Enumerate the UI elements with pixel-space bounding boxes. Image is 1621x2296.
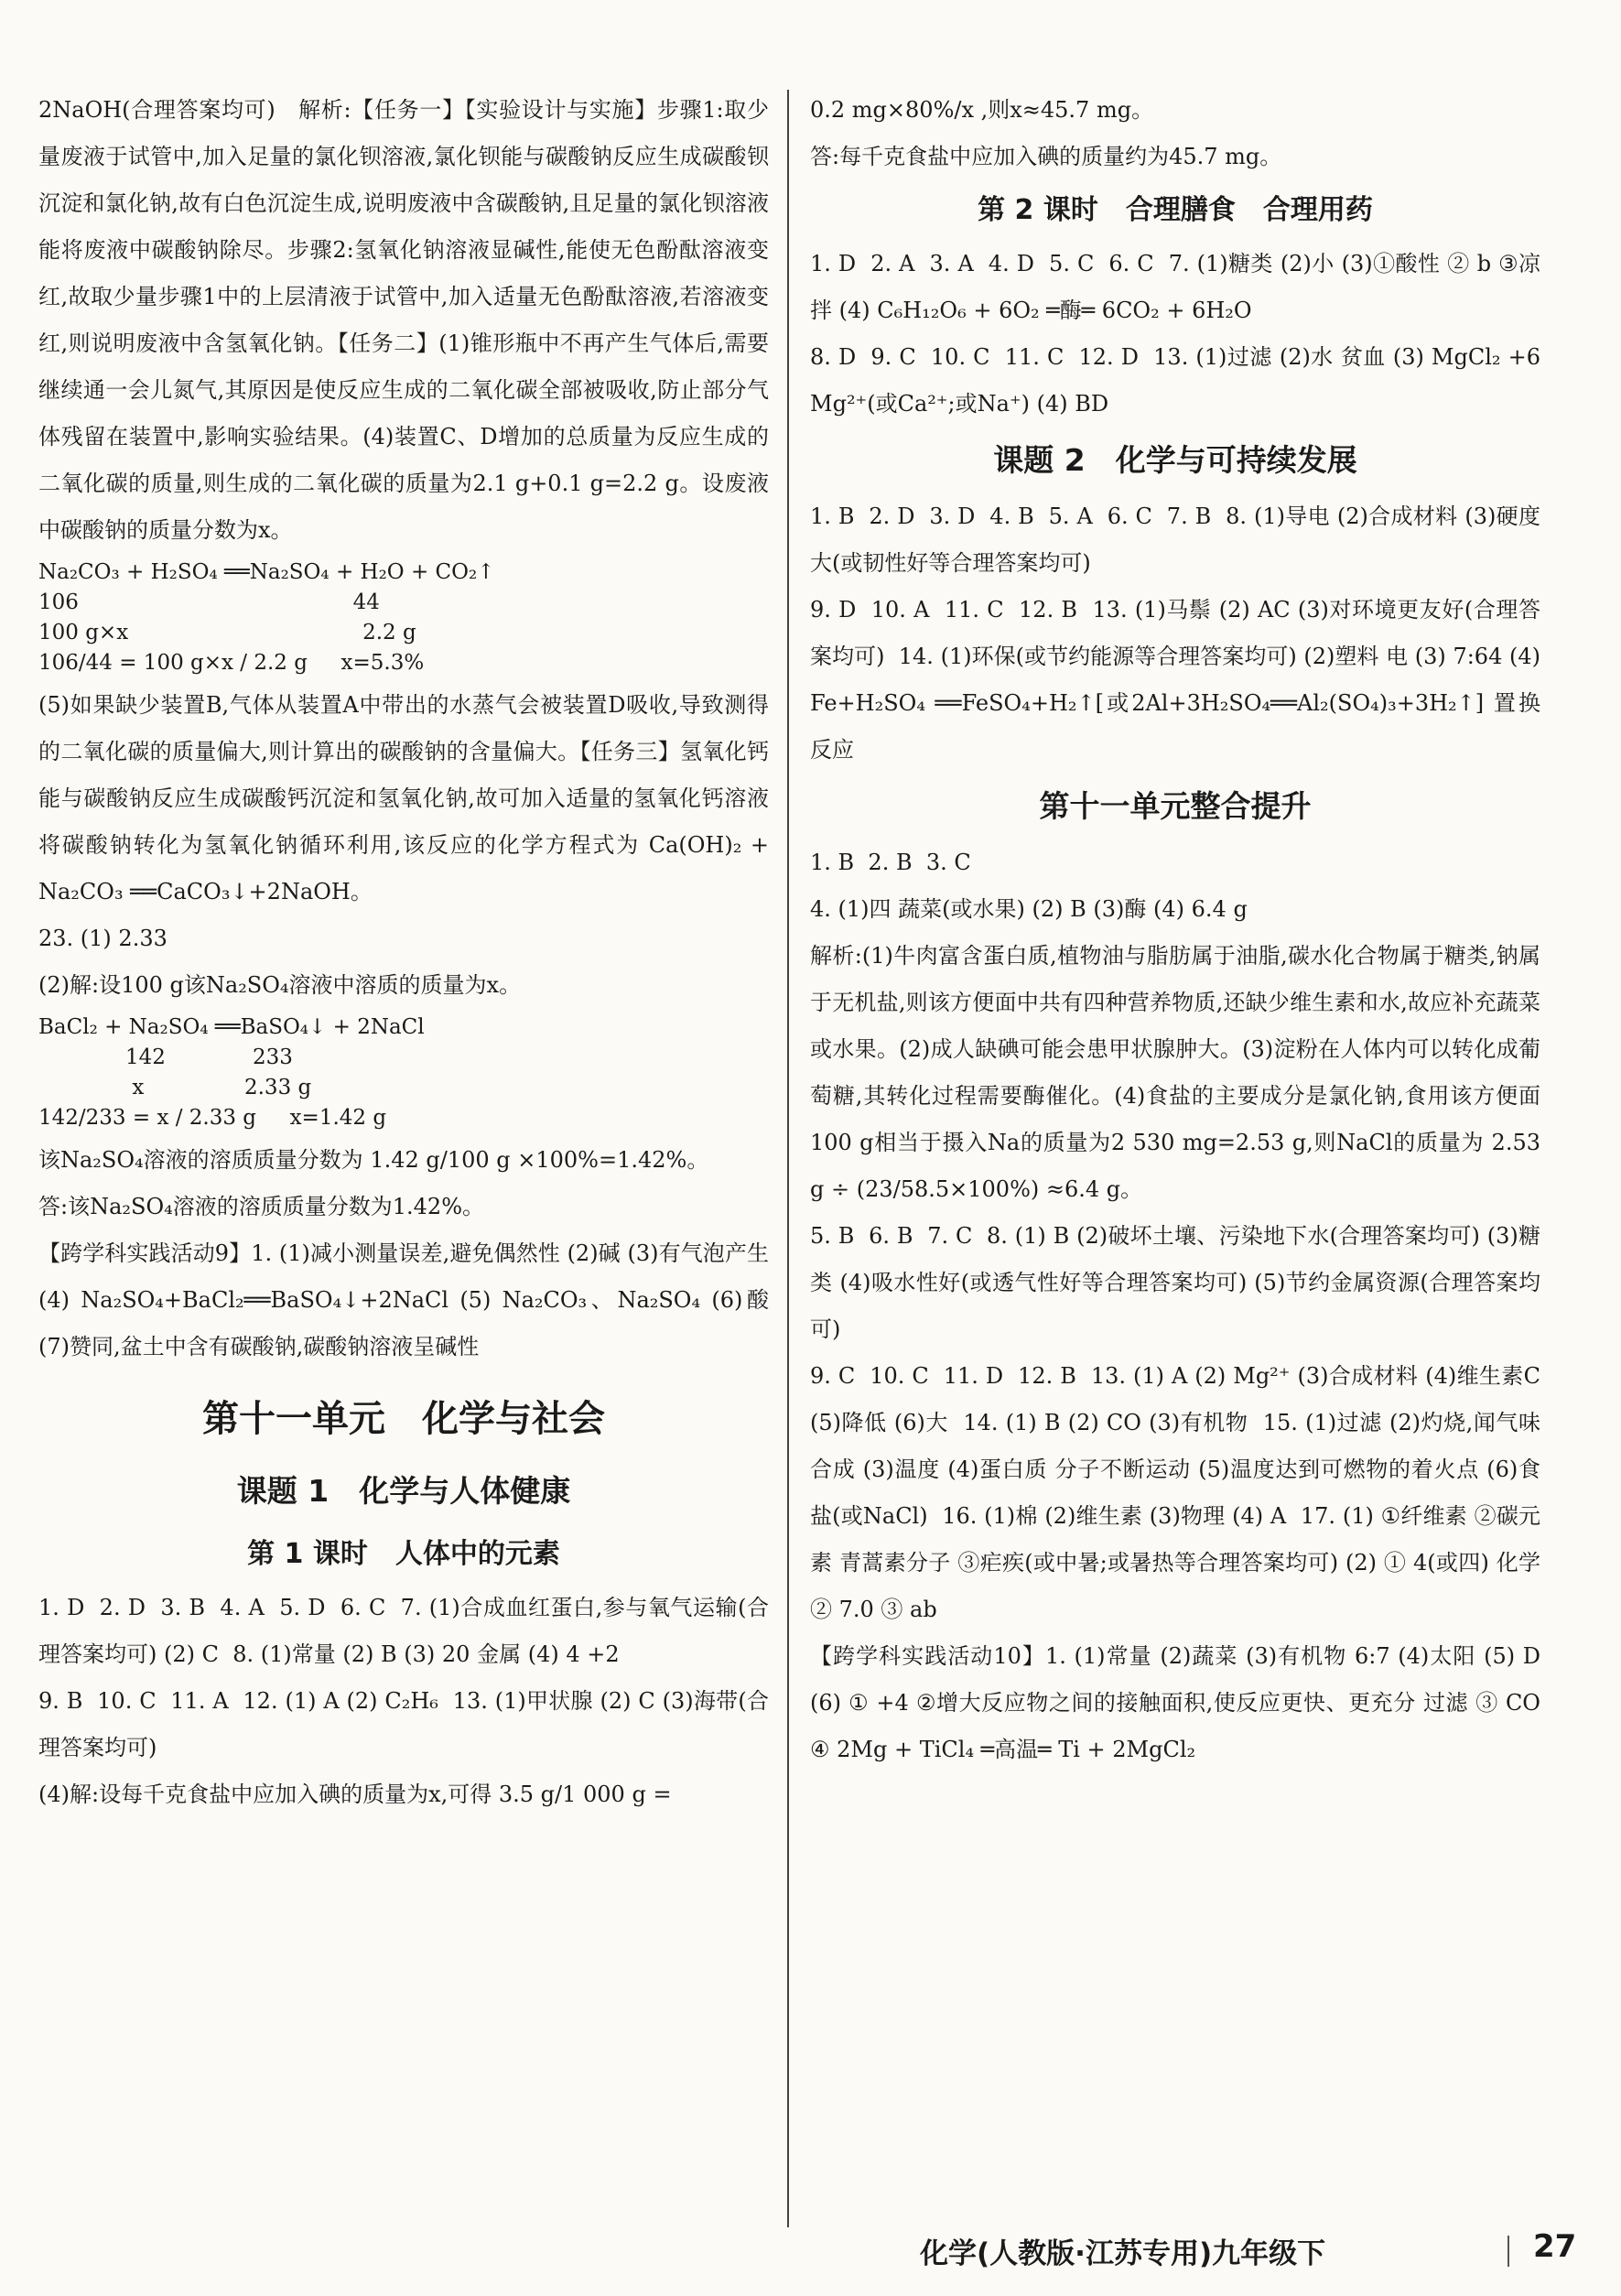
footer-separator: [1508, 2236, 1509, 2267]
calculation-block: BaCl₂ + Na₂SO₄ ══BaSO₄↓ + 2NaCl 142 233 x 2.33 g 142/233 = x / 2.33 g x=1.42 g: [38, 1015, 425, 1130]
book-title: 化学(人教版·江苏专用)九年级下: [920, 2237, 1326, 2270]
unit-heading: 第十一单元 化学与社会: [202, 1398, 605, 1440]
answer-paragraph: 1. D 2. D 3. B 4. A 5. D 6. C 7. (1)合成血红蛋白,参与氧气运输(合理答案均可) (2) C 8. (1)常量 (2) B (3) 20 金属 (4) 4 +2 9. B 10. C 11. A 12. (1) A (2) C₂H₆ 13. (1)甲状腺 (2) C (3)海带(合理答案均可) (4)解:设每千克食盐中应加入碘的质量为x,可得 3.5 g/1 000 g =: [38, 1595, 769, 1807]
page-number: 27: [1533, 2228, 1577, 2265]
answer-paragraph: 0.2 mg×80%/x ,则x≈45.7 mg。 答:每千克食盐中应加入碘的质量约为45.7 mg。: [810, 97, 1282, 169]
lesson-heading: 第 2 课时 合理膳食 合理用药: [978, 194, 1373, 226]
topic-heading: 课题 1 化学与人体健康: [236, 1473, 571, 1509]
review-heading: 第十一单元整合提升: [1039, 788, 1312, 824]
answer-paragraph: 1. B 2. B 3. C 4. (1)四 蔬菜(或水果) (2) B (3)酶 (4) 6.4 g 解析:(1)牛肉富含蛋白质,植物油与脂肪属于油脂,碳水化合物属于糖类,钠属于无机盐,则该方便面中共有四种营养物质,还缺少维生素和水,故应补充蔬菜或水果。(2)成人缺碘可能会患甲状腺肿大。(3)淀粉在人体内可以转化成葡萄糖,其转化过程需要酶催化。(4)食盐的主要成分是氯化钠,食用该方便面100 g相当于摄入Na的质量为2 530 mg=2.53 g,则NaCl的质量为 2.53 g ÷ (23/58.5×100%) ≈6.4 g。 5. B 6. B 7. C 8. (1) B (2)破坏土壤、污染地下水(合理答案均可) (3)糖类 (4)吸水性好(或透气性好等合理答案均可) (5)节约金属资源(合理答案均可) 9. C 10. C 11. D 12. B 13. (1) A (2) Mg²⁺ (3)合成材料 (4)维生素C (5)降低 (6)大 14. (1) B (2) CO (3)有机物 15. (1)过滤 (2)灼烧,闻气味 合成 (3)温度 (4)蛋白质 分子不断运动 (5)温度达到可燃物的着火点 (6)食盐(或NaCl) 16. (1)棉 (2)维生素 (3)物理 (4) A 17. (1) ①纤维素 ②碳元素 青蒿素分子 ③疟疾(或中暑;或暑热等合理答案均可) (2) ① 4(或四) 化学 ② 7.0 ③ ab 【跨学科实践活动10】1. (1)常量 (2)蔬菜 (3)有机物 6:7 (4)太阳 (5) D (6) ① +4 ②增大反应物之间的接触面积,使反应更快、更充分 过滤 ③ CO ④ 2Mg + TiCl₄ ═高温═ Ti + 2MgCl₂: [810, 850, 1540, 1762]
answer-paragraph: 23. (1) 2.33 (2)解:设100 g该Na₂SO₄溶液中溶质的质量为x。: [38, 926, 522, 998]
answer-paragraph: 1. B 2. D 3. D 4. B 5. A 6. C 7. B 8. (1)导电 (2)合成材料 (3)硬度大(或韧性好等合理答案均可) 9. D 10. A 11. C 12. B 13. (1)马鬃 (2) AC (3)对环境更友好(合理答案均可) 14. (1)环保(或节约能源等合理答案均可) (2)塑料 电 (3) 7:64 (4) Fe+H₂SO₄ ══FeSO₄+H₂↑[或2Al+3H₂SO₄══Al₂(SO₄)₃+3H₂↑] 置换反应: [810, 504, 1540, 763]
answer-paragraph: 2NaOH(合理答案均可) 解析:【任务一】【实验设计与实施】步骤1:取少量废液于试管中,加入足量的氯化钡溶液,氯化钡能与碳酸钠反应生成碳酸钡沉淀和氯化钠,故有白色沉淀生成,说明废液中含碳酸钠,且足量的氯化钡溶液能将废液中碳酸钠除尽。步骤2:氢氧化钠溶液显碱性,能使无色酚酞溶液变红,故取少量步骤1中的上层清液于试管中,加入适量无色酚酞溶液,若溶液变红,则说明废液中含氢氧化钠。【任务二】(1)锥形瓶中不再产生气体后,需要继续通一会儿氮气,其原因是使反应生成的二氧化碳全部被吸收,防止部分气体残留在装置中,影响实验结果。(4)装置C、D增加的总质量为反应生成的二氧化碳的质量,则生成的二氧化碳的质量为2.1 g+0.1 g=2.2 g。设废液中碳酸钠的质量分数为x。: [38, 97, 769, 543]
answer-paragraph: 该Na₂SO₄溶液的溶质质量分数为 1.42 g/100 g ×100%=1.42%。 答:该Na₂SO₄溶液的溶质质量分数为1.42%。 【跨学科实践活动9】1. (1)减小测量误差,避免偶然性 (2)碱 (3)有气泡产生 (4) Na₂SO₄+BaCl₂══BaSO₄↓+2NaCl (5) Na₂CO₃、Na₂SO₄ (6)酸 (7)赞同,盆土中含有碳酸钠,碳酸钠溶液呈碱性: [38, 1147, 769, 1359]
answer-paragraph: (5)如果缺少装置B,气体从装置A中带出的水蒸气会被装置D吸收,导致测得的二氧化碳的质量偏大,则计算出的碳酸钠的含量偏大。【任务三】氢氧化钙能与碳酸钠反应生成碳酸钙沉淀和氢氧化钠,故可加入适量的氢氧化钙溶液将碳酸钠转化为氢氧化钠循环利用,该反应的化学方程式为 Ca(OH)₂ + Na₂CO₃ ══CaCO₃↓+2NaOH。: [38, 692, 776, 904]
left-column: [38, 87, 776, 1818]
right-column: [810, 87, 1540, 1773]
calculation-block: Na₂CO₃ + H₂SO₄ ══Na₂SO₄ + H₂O + CO₂↑ 106 44 100 g×x 2.2 g 106/44 = 100 g×x / 2.2 g x=5.3%: [38, 560, 495, 675]
answer-paragraph: 1. D 2. A 3. A 4. D 5. C 6. C 7. (1)糖类 (2)小 (3)①酸性 ② b ③凉拌 (4) C₆H₁₂O₆ + 6O₂ ═酶═ 6CO₂ + 6H₂O 8. D 9. C 10. C 11. C 12. D 13. (1)过滤 (2)水 贫血 (3) MgCl₂ +6 Mg²⁺(或Ca²⁺;或Na⁺) (4) BD: [810, 251, 1540, 417]
column-divider: [787, 90, 789, 2227]
topic-heading: 课题 2 化学与可持续发展: [993, 442, 1357, 478]
lesson-heading: 第 1 课时 人体中的元素: [247, 1538, 560, 1570]
page-footer: [810, 2226, 1577, 2272]
